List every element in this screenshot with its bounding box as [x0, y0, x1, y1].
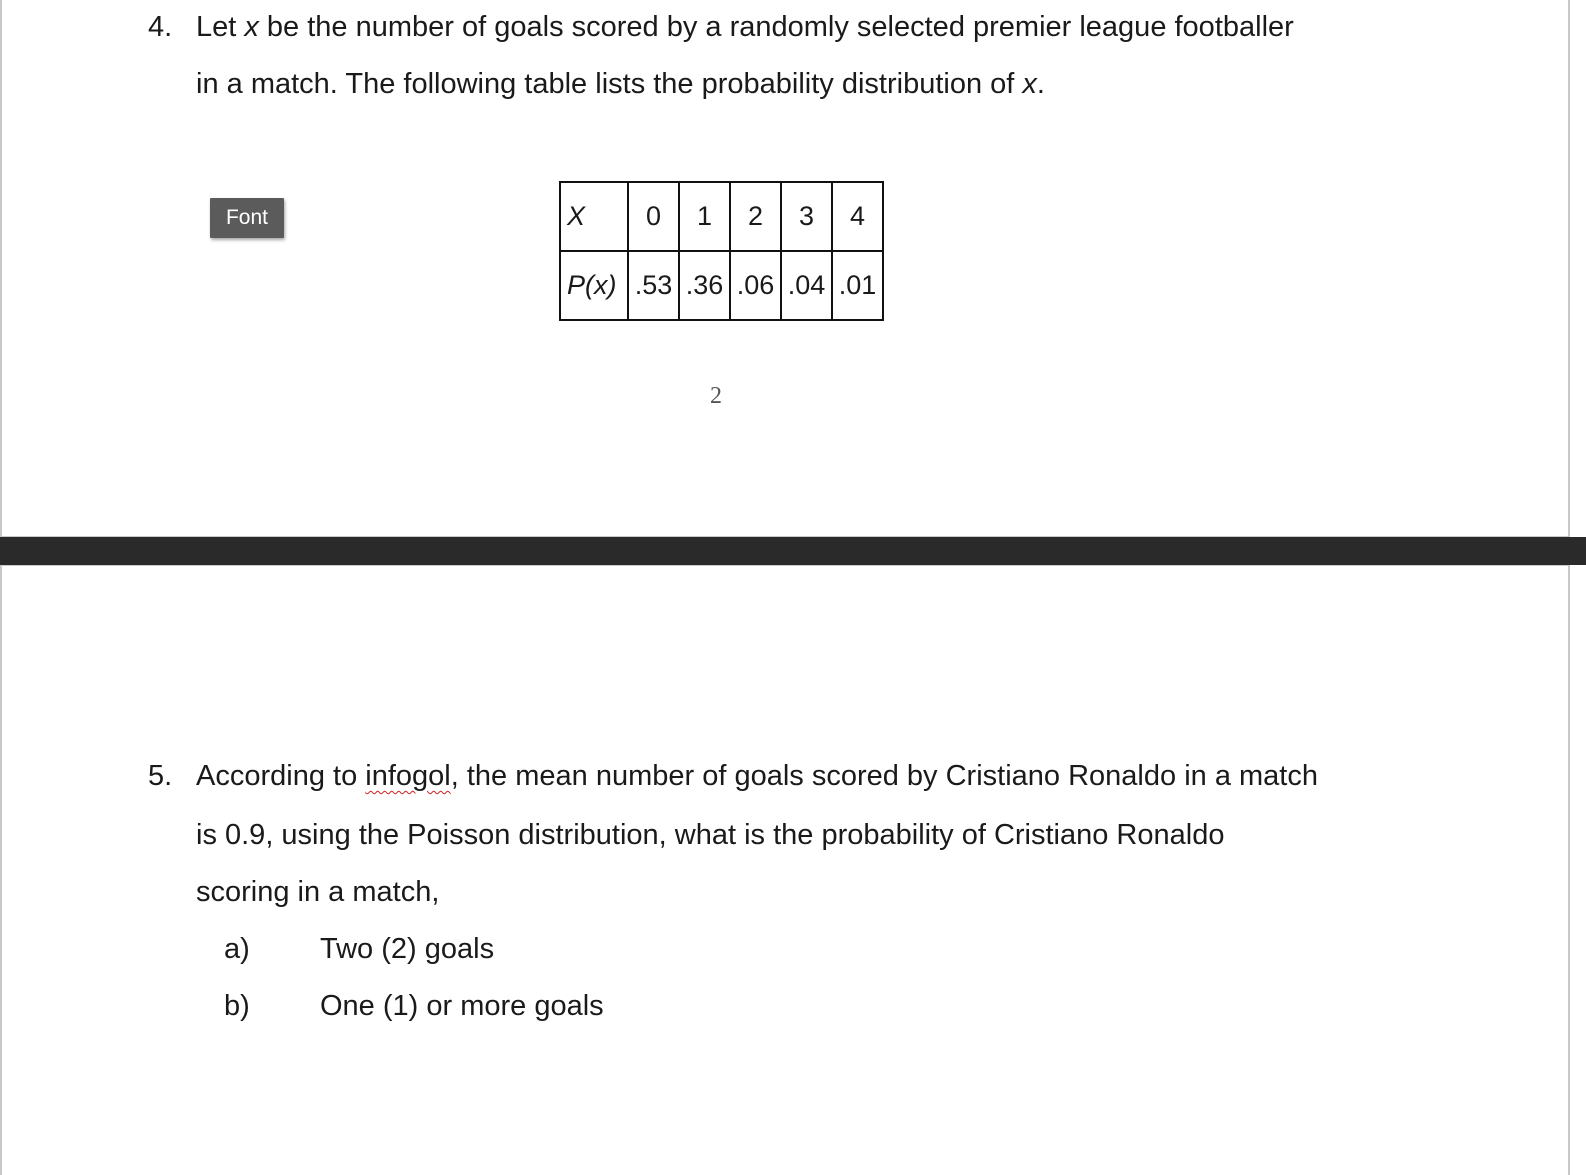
q4-line1-var: x: [244, 11, 259, 43]
question-4-number: 4.: [148, 11, 173, 43]
q4-line1-pre: Let: [196, 11, 245, 43]
table-row-px: [560, 251, 883, 320]
page-number: 2: [710, 383, 722, 409]
part-b-label: b): [224, 990, 250, 1022]
question-4-line-2: [196, 67, 1045, 101]
table-header-px: [560, 251, 628, 320]
question-5-number: 5.: [148, 760, 173, 792]
table-cell-px: .36: [679, 251, 730, 320]
table-cell-px: .53: [628, 251, 679, 320]
table-row-x: [560, 182, 883, 251]
q4-line1-post: be the number of goals scored by a randomly selected premier league footballer: [258, 11, 1294, 43]
table-header-x-text: X: [567, 201, 586, 231]
table-cell-x: 4: [832, 182, 883, 251]
part-a-text: Two (2) goals: [320, 933, 495, 965]
table-cell-x: 3: [781, 182, 832, 251]
q4-line2-var: x: [1022, 68, 1037, 100]
table-cell-x: 1: [679, 182, 730, 251]
probability-distribution-table: [559, 181, 884, 321]
table-cell-x: 0: [628, 182, 679, 251]
document-page-top: [0, 0, 1570, 537]
table-header-px-text: P(x): [567, 270, 617, 300]
question-4-line-1: [196, 10, 1294, 44]
page-separator: [0, 537, 1586, 565]
table-cell-px: .06: [730, 251, 781, 320]
table-cell-x: 2: [730, 182, 781, 251]
q5-line1-pre: According to: [196, 760, 366, 792]
document-page-bottom: [0, 565, 1570, 1175]
table-cell-px: .01: [832, 251, 883, 320]
question-5-line-1: [196, 759, 1318, 793]
q5-line1-post: , the mean number of goals scored by Cristiano Ronaldo in a match: [450, 760, 1318, 792]
misspelled-word[interactable]: infogol: [365, 760, 451, 792]
q4-line2-post: .: [1036, 68, 1045, 100]
q4-line2-pre: in a match. The following table lists the probability distribution of: [196, 68, 1023, 100]
font-tooltip-chip[interactable]: Font: [210, 198, 284, 238]
question-5-line-3: scoring in a match,: [196, 876, 440, 908]
part-b-text: One (1) or more goals: [320, 990, 604, 1022]
table-header-x: [560, 182, 628, 251]
table-cell-px: .04: [781, 251, 832, 320]
question-5-line-2: is 0.9, using the Poisson distribution, what is the probability of Cristiano Ronaldo: [196, 819, 1225, 851]
part-a-label: a): [224, 933, 250, 965]
